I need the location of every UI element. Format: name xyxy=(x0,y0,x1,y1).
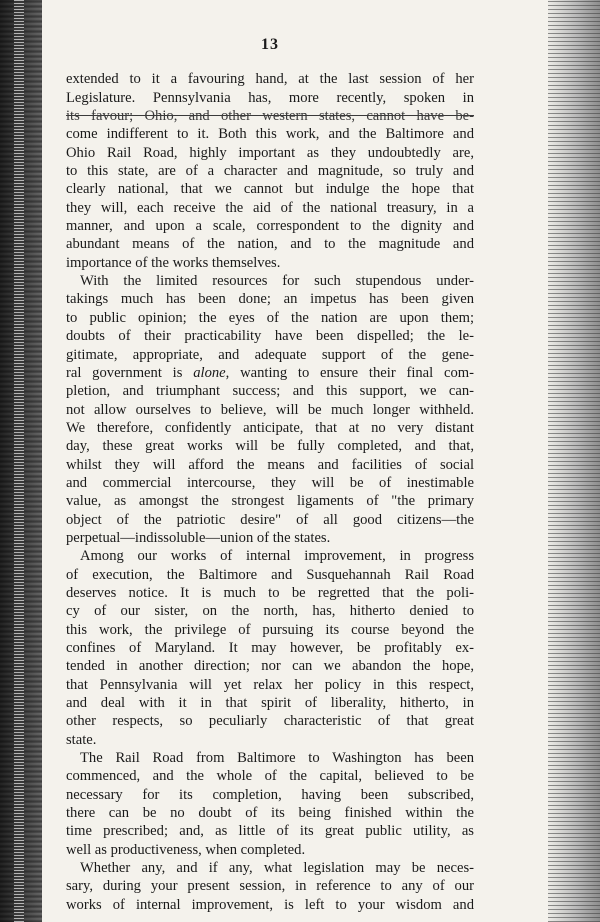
text-line: deserves notice. It is much to be regretted that the poli- xyxy=(66,584,474,601)
text-line: We therefore, confidently anticipate, that at no very distant xyxy=(66,419,474,436)
text-line: they will, each receive the aid of the national treasury, in a xyxy=(66,199,474,216)
scan-right-edge xyxy=(548,0,600,922)
scan-left-edge xyxy=(0,0,42,922)
text-line: confines of Maryland. It may however, be profitably ex- xyxy=(66,640,474,656)
text-line: this work, the privilege of pursuing its course beyond the xyxy=(66,621,474,638)
text-line: to this state, are of a character and magnitude, so truly and xyxy=(66,163,474,180)
text-line: come indifferent to it. Both this work, and the Baltimore and xyxy=(66,126,474,143)
text-line: time prescribed; and, as little of its great public utility, as xyxy=(66,823,474,840)
text-line: cy of our sister, on the north, has, hitherto denied to xyxy=(66,603,474,620)
text-line: With the limited resources for such stupendous under- xyxy=(80,273,474,290)
document-page xyxy=(66,36,474,914)
text-line: Among our works of internal improvement, in progress xyxy=(80,548,474,565)
text-line: manner, and upon a scale, correspondent to the dignity and xyxy=(66,218,474,235)
text-line: pletion, and triumphant success; and this support, we can- xyxy=(66,383,474,400)
text-line: state. xyxy=(66,731,97,748)
body-text xyxy=(66,70,474,914)
text-line: to public opinion; the eyes of the nation are upon them; xyxy=(66,309,474,326)
text-line: Ohio Rail Road, highly important as they undoubtedly are, xyxy=(66,144,474,161)
text-line: works of internal improvement, is left to your wisdom and xyxy=(66,896,474,913)
page-number: 13 xyxy=(261,36,279,53)
text-line: whilst they will afford the means and facilities of social xyxy=(66,456,474,473)
text-line: well as productiveness, when completed. xyxy=(66,841,306,858)
text-line: of execution, the Baltimore and Susquehannah Rail Road xyxy=(66,566,474,583)
text-line: Whether any, and if any, what legislation may be neces- xyxy=(80,860,474,877)
text-line: value, as amongst the strongest ligaments of "the primary xyxy=(66,493,474,510)
text-line: and deal with it in that spirit of liberality, hitherto, in xyxy=(66,695,474,712)
text-line: day, these great works will be fully completed, and that, xyxy=(66,438,474,455)
text-line: clearly national, that we cannot but indulge the hope that xyxy=(66,181,474,198)
text-line: tended in another direction; nor can we abandon the hope, xyxy=(66,658,474,675)
text-line: there can be no doubt of its being finished within the xyxy=(66,805,474,822)
text-line: that Pennsylvania will yet relax her policy in this respect, xyxy=(66,676,474,693)
text-line: and commercial intercourse, they will be of inestimable xyxy=(66,474,474,491)
text-line: importance of the works themselves. xyxy=(66,254,281,271)
text-line: abundant means of the nation, and to the magnitude and xyxy=(66,236,474,253)
text-line: commenced, and the whole of the capital, believed to be xyxy=(66,768,474,785)
text-line: necessary for its completion, having been subscribed, xyxy=(66,786,474,803)
text-line: doubts of their practicability have been dispelled; the le- xyxy=(66,328,474,345)
text-line: its favour; Ohio, and other western states, cannot have be- xyxy=(66,108,474,125)
text-line: not allow ourselves to believe, will be much longer withheld. xyxy=(66,401,474,418)
text-line: The Rail Road from Baltimore to Washington has been xyxy=(80,750,474,767)
binding-shadow xyxy=(14,0,24,922)
text-line: object of the patriotic desire" of all good citizens—the xyxy=(66,511,474,528)
text-line: gitimate, appropriate, and adequate support of the gene- xyxy=(66,346,474,363)
text-line: takings much has been done; an impetus has been given xyxy=(66,291,474,308)
text-line: other respects, so peculiarly characteristic of that great xyxy=(66,713,474,730)
text-line: sary, during your present session, in reference to any of our xyxy=(66,878,474,895)
text-line: perpetual—indissoluble—union of the states. xyxy=(66,529,331,546)
text-line: Legislature. Pennsylvania has, more recently, spoken in xyxy=(66,89,474,106)
text-line: ral government is alone, wanting to ensure their final com- xyxy=(66,364,474,381)
text-line: extended to it a favouring hand, at the last session of her xyxy=(66,71,474,88)
